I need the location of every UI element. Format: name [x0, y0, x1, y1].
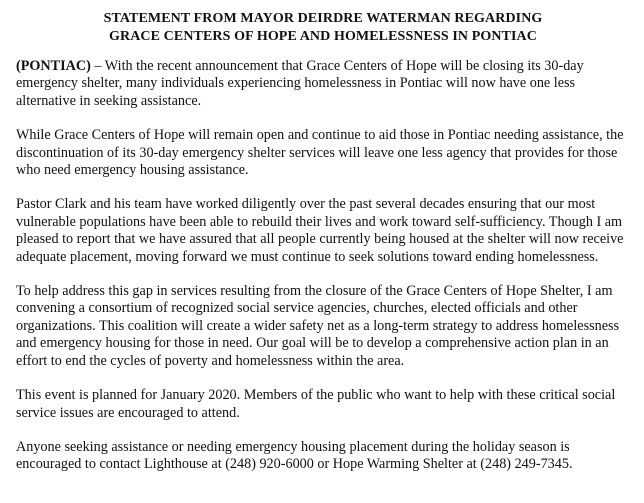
title-line-2: GRACE CENTERS OF HOPE AND HOMELESSNESS IN PONTIAC	[109, 29, 537, 44]
paragraph-5: This event is planned for January 2020. Members of the public who want to help with these critical social service issues are encouraged to attend.	[16, 387, 616, 421]
title-line-1: STATEMENT FROM MAYOR DEIRDRE WATERMAN REGARDING	[103, 11, 543, 26]
document-title	[16, 10, 630, 46]
paragraph-2: While Grace Centers of Hope will remain open and continue to aid those in Pontiac needing assistance, the discontinuation of its 30-day emergency shelter services will leave one less agency that provides for those who need emergency housing assistance.	[16, 127, 624, 179]
paragraph-6: Anyone seeking assistance or needing emergency housing placement during the holiday season is encouraged to contact Lighthouse at (248) 920-6000 or Hope Warming Shelter at (248) 249-7345.	[16, 438, 573, 473]
paragraph-1-text: – With the recent announcement that Grace Centers of Hope will be closing its 30-day emergency shelter, many individuals experiencing homelessness in Pontiac will now have one less alternative in seeking assistance.	[16, 58, 584, 109]
paragraph-1	[16, 58, 630, 110]
paragraph-3: Pastor Clark and his team have worked diligently over the past several decades ensuring that our most vulnerable populations have been able to rebuild their lives and work toward self-sufficiency. Though I am pleased to report that we have assured that all people currently being housed at the shelter will now receive adequate placement, moving forward we must continue to seek solutions toward ending homelessness.	[16, 196, 624, 265]
dateline: (PONTIAC)	[16, 58, 91, 74]
paragraph-4: To help address this gap in services resulting from the closure of the Grace Centers of Hope Shelter, I am convening a consortium of recognized social service agencies, churches, elected officials and other organizations. This coalition will create a wider safety net as a long-term strategy to address homelessness and emergency housing for those in need. Our goal will be to develop a comprehensive action plan in an effort to end the cycles of poverty and homelessness within the area.	[16, 283, 620, 369]
